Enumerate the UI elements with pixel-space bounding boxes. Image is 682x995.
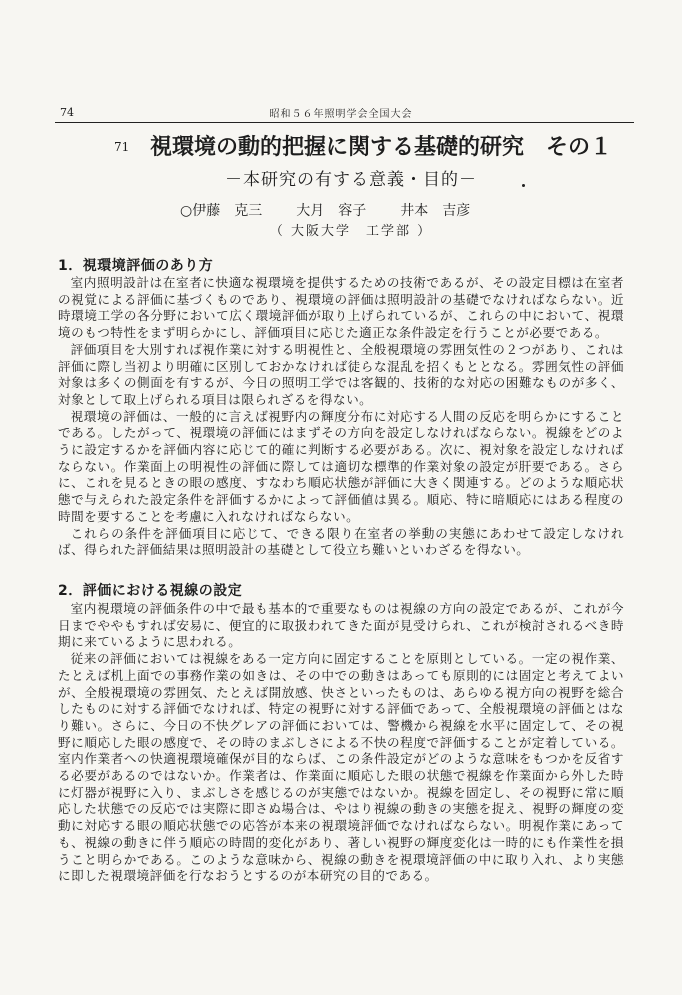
section-2 [58,584,624,885]
body-paragraph: 視環境の評価は、一般的に言えば視野内の輝度分布に対応する人間の反応を明らかにすることである。したがって、視環境の評価にはまずその方向を設定しなければならない。視線をどのように設定するかを評価内容に応じて的確に判断する必要がある。次に、視対象を設定しなければならない。作業面上の明視性の評価に際しては適切な標準的作業対象の設定が肝要である。さらに、これを見るときの眼の感度、すなわち順応状態が評価に大きく関連する。どのような順応状態で与えられた設定条件を評価するかによって評価値は異る。順応、特に暗順応にはある程度の時間を要することを考慮に入れなければならない。 [58,408,624,524]
author-name: 井本 吉彦 [400,203,471,219]
page-number: 74 [60,106,74,119]
author-list [180,200,600,220]
section-heading: 1．視環境評価のあり方 [58,258,214,274]
author-name: ○伊藤 克三 [180,203,263,219]
margin-mark [522,184,525,187]
section-1 [58,257,624,559]
body-paragraph: 従来の評価においては視線をある一定方向に固定することを原則としている。一定の視作業、たとえば机上面での事務作業の如きは、その中での動きはあっても原則的には固定と考えてよいが、全般視環境の雰囲気、たとえば開放感、快さといったものは、あらゆる視方向の視野を総合したものに対する評価でなければ、特定の視野に対する評価であって、全般視環境の評価とはなり難い。さらに、今日の不快グレアの評価においては、警機から視線を水平に固定して、その視野に順応した眼の感度で、その時のまぶしさによる不快の程度で評価することが定着している。室内作業者への快適視環境確保が目的ならば、この条件設定がどのような意味をもつかを反省する必要があるのではないか。作業者は、作業面に順応した眼の状態で視線を作業面から外した時に灯器が視野に入り、まぶしさを感じるのが実態ではないか。視線を固定し、その視野に常に順応した状態での反応では実際に即さぬ場合は、やはり視線の動きの実態を捉え、視野の輝度の変動に対応する眼の順応状態での応答が本来の視環境評価でなければならない。明視作業にあっても、視線の動きに伴う順応の時間的変化があり、著しい視野の輝度変化は一時的にも作業性を損うこと明らかである。このような意味から、視線の動きを視環境評価の中に取り入れ、より実態に即した視環境評価を行なおうとするのが本研究の目的である。 [58,651,624,884]
paper-subtitle: －本研究の有する意義・目的－ [225,170,477,190]
body-paragraph: 室内照明設計は在室者に快適な視環境を提供するための技術であるが、その設定目標は在室者の視覚による評価に基づくものであり、視環境の評価は照明設計の基礎でなければならない。近時環境工学の各分野において広く環境評価が取り上げられているが、これらの中において、視環境のもつ特性をまず明らかにし、評価項目に応じた適正な条件設定を行うことが必要である。 [58,275,624,341]
paper-number: 71 [114,140,130,154]
conference-header: 昭和５６年照明学会全国大会 [269,109,413,120]
body-paragraph: 評価項目を大別すれば視作業に対する明視性と、全般視環境の雰囲気性の２つがあり、これは評価に際し当初より明確に区別しておかなければ徒らな混乱を招くもととなる。雰囲気性の評価対象は多くの側面を有するが、今日の照明工学では客観的、技術的な対応の困難なものが多く、対象として取上げられる項目は限られざるを得ない。 [58,341,624,407]
header-rule [55,122,634,123]
author-name: 大月 容子 [296,203,367,219]
body-paragraph: 室内視環境の評価条件の中で最も基本的で重要なものは視線の方向の設定であるが、これが今日までややもすれば安易に、便宜的に取扱われてきた面が見受けられ、これが検討されるべき時期に来ているように思われる。 [58,601,624,650]
section-heading: 2．評価における視線の設定 [58,583,243,599]
paper-title: 視環境の動的把握に関する基礎的研究 その１ [150,134,613,160]
affiliation: （ 大阪大学 工学部 ） [269,224,433,239]
body-paragraph: これらの条件を評価項目に応じて、できる限り在室者の挙動の実態にあわせて設定しなければ、得られた評価結果は照明設計の基礎として役立ち難いといわざるを得ない。 [58,525,624,558]
